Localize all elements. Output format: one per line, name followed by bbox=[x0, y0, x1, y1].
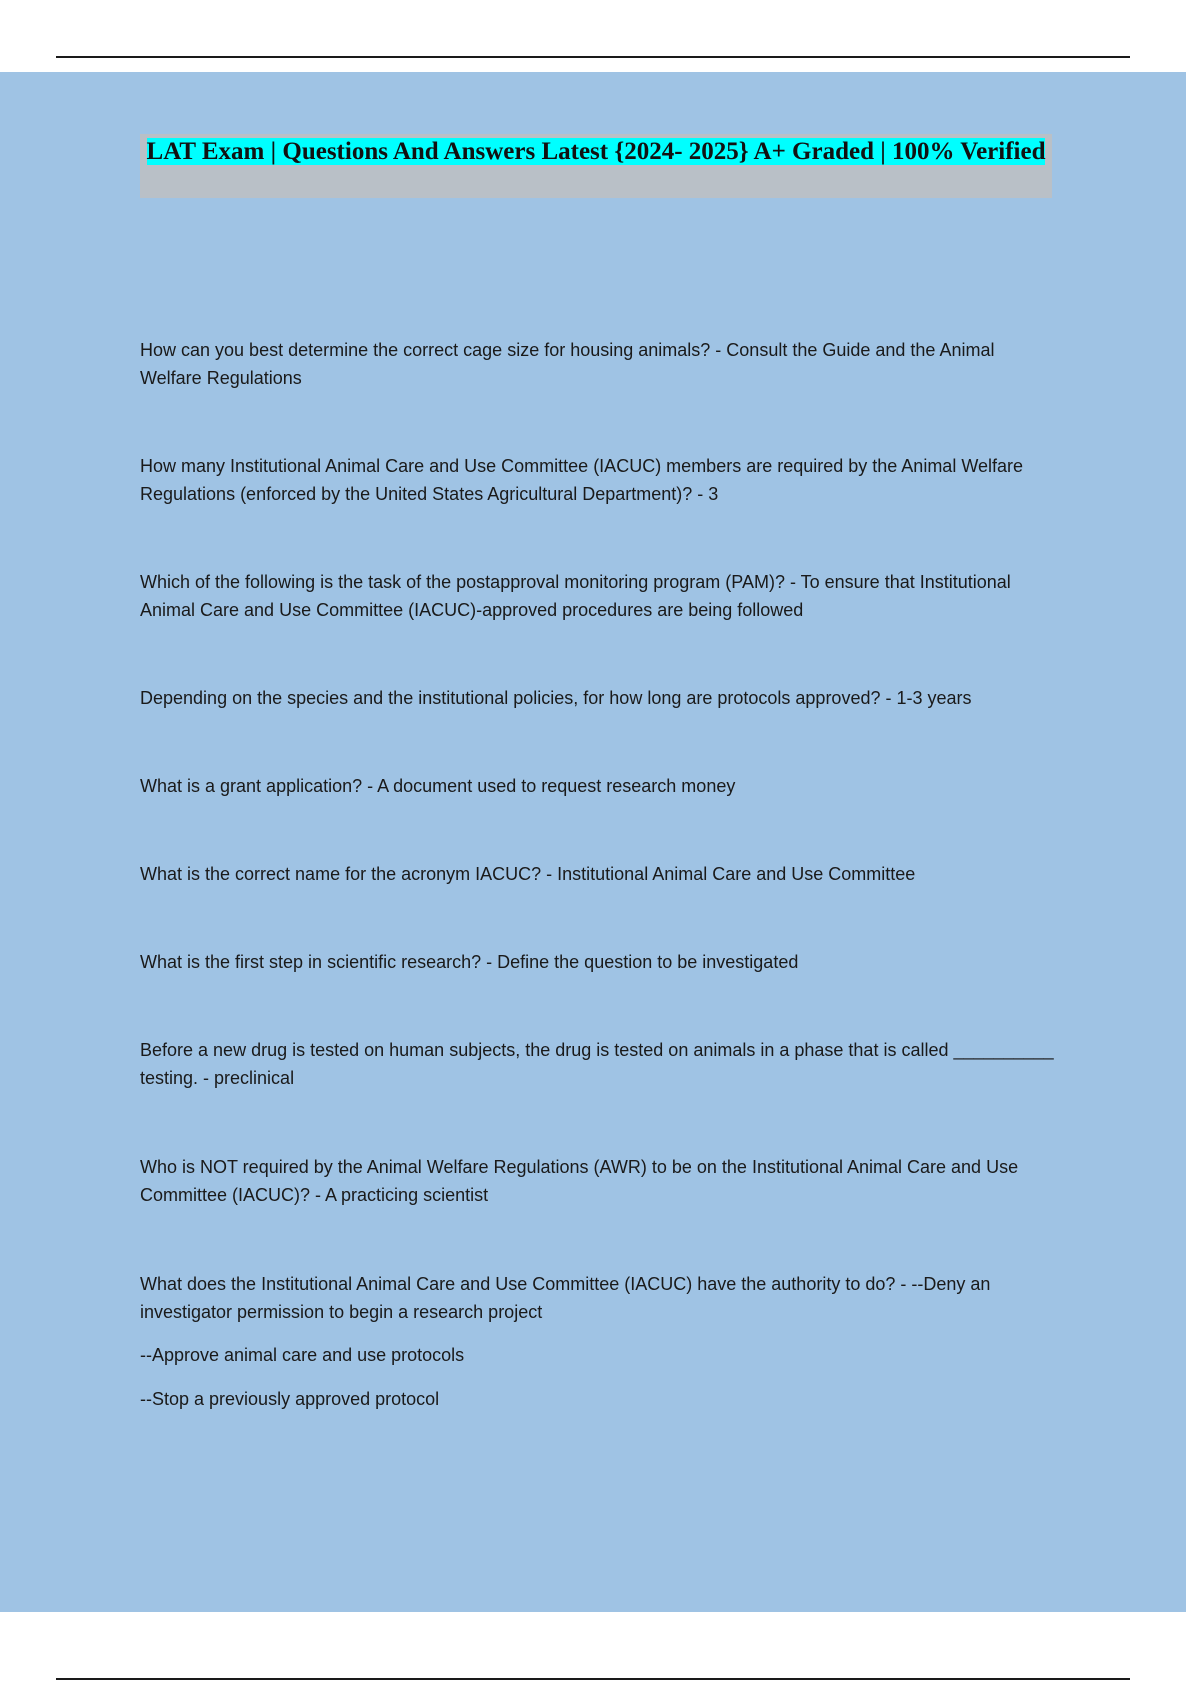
qa-item-10-continuation-1: --Approve animal care and use protocols bbox=[140, 1345, 465, 1365]
qa-item-3: Which of the following is the task of the postapproval monitoring program (PAM)? - To ensure that Institutional Animal Care and Use Committee (IACUC)-approved procedures are being followed bbox=[140, 572, 1011, 620]
bottom-rule bbox=[56, 1678, 1130, 1680]
qa-item-6: What is the correct name for the acronym IACUC? - Institutional Animal Care and Use Committee bbox=[140, 864, 916, 884]
document-page bbox=[0, 72, 1186, 1612]
qa-item-2: How many Institutional Animal Care and Use Committee (IACUC) members are required by the Animal Welfare Regulations (enforced by the United States Agricultural Department)? - 3 bbox=[140, 456, 1024, 504]
document-title-text: LAT Exam | Questions And Answers Latest {2024- 2025} A+ Graded | 100% Verified bbox=[146, 138, 1046, 165]
qa-item-8: Before a new drug is tested on human subjects, the drug is tested on animals in a phase that is called __________ testing. - preclinical bbox=[140, 1040, 1054, 1088]
qa-item-10-continuation-2: --Stop a previously approved protocol bbox=[140, 1389, 440, 1409]
top-rule bbox=[56, 56, 1130, 58]
document-title bbox=[140, 136, 1052, 167]
qa-item-1: How can you best determine the correct cage size for housing animals? - Consult the Guide and the Animal Welfare Regulations bbox=[140, 340, 995, 388]
qa-item-5: What is a grant application? - A document used to request research money bbox=[140, 776, 736, 796]
qa-item-10: What does the Institutional Animal Care and Use Committee (IACUC) have the authority to do? - --Deny an investigator permission to begin a research project bbox=[140, 1274, 991, 1322]
qa-item-4: Depending on the species and the institutional policies, for how long are protocols approved? - 1-3 years bbox=[140, 688, 972, 708]
qa-item-7: What is the first step in scientific research? - Define the question to be investigated bbox=[140, 952, 799, 972]
qa-item-9: Who is NOT required by the Animal Welfare Regulations (AWR) to be on the Institutional Animal Care and Use Committee (IACUC)? - A practicing scientist bbox=[140, 1157, 1019, 1205]
